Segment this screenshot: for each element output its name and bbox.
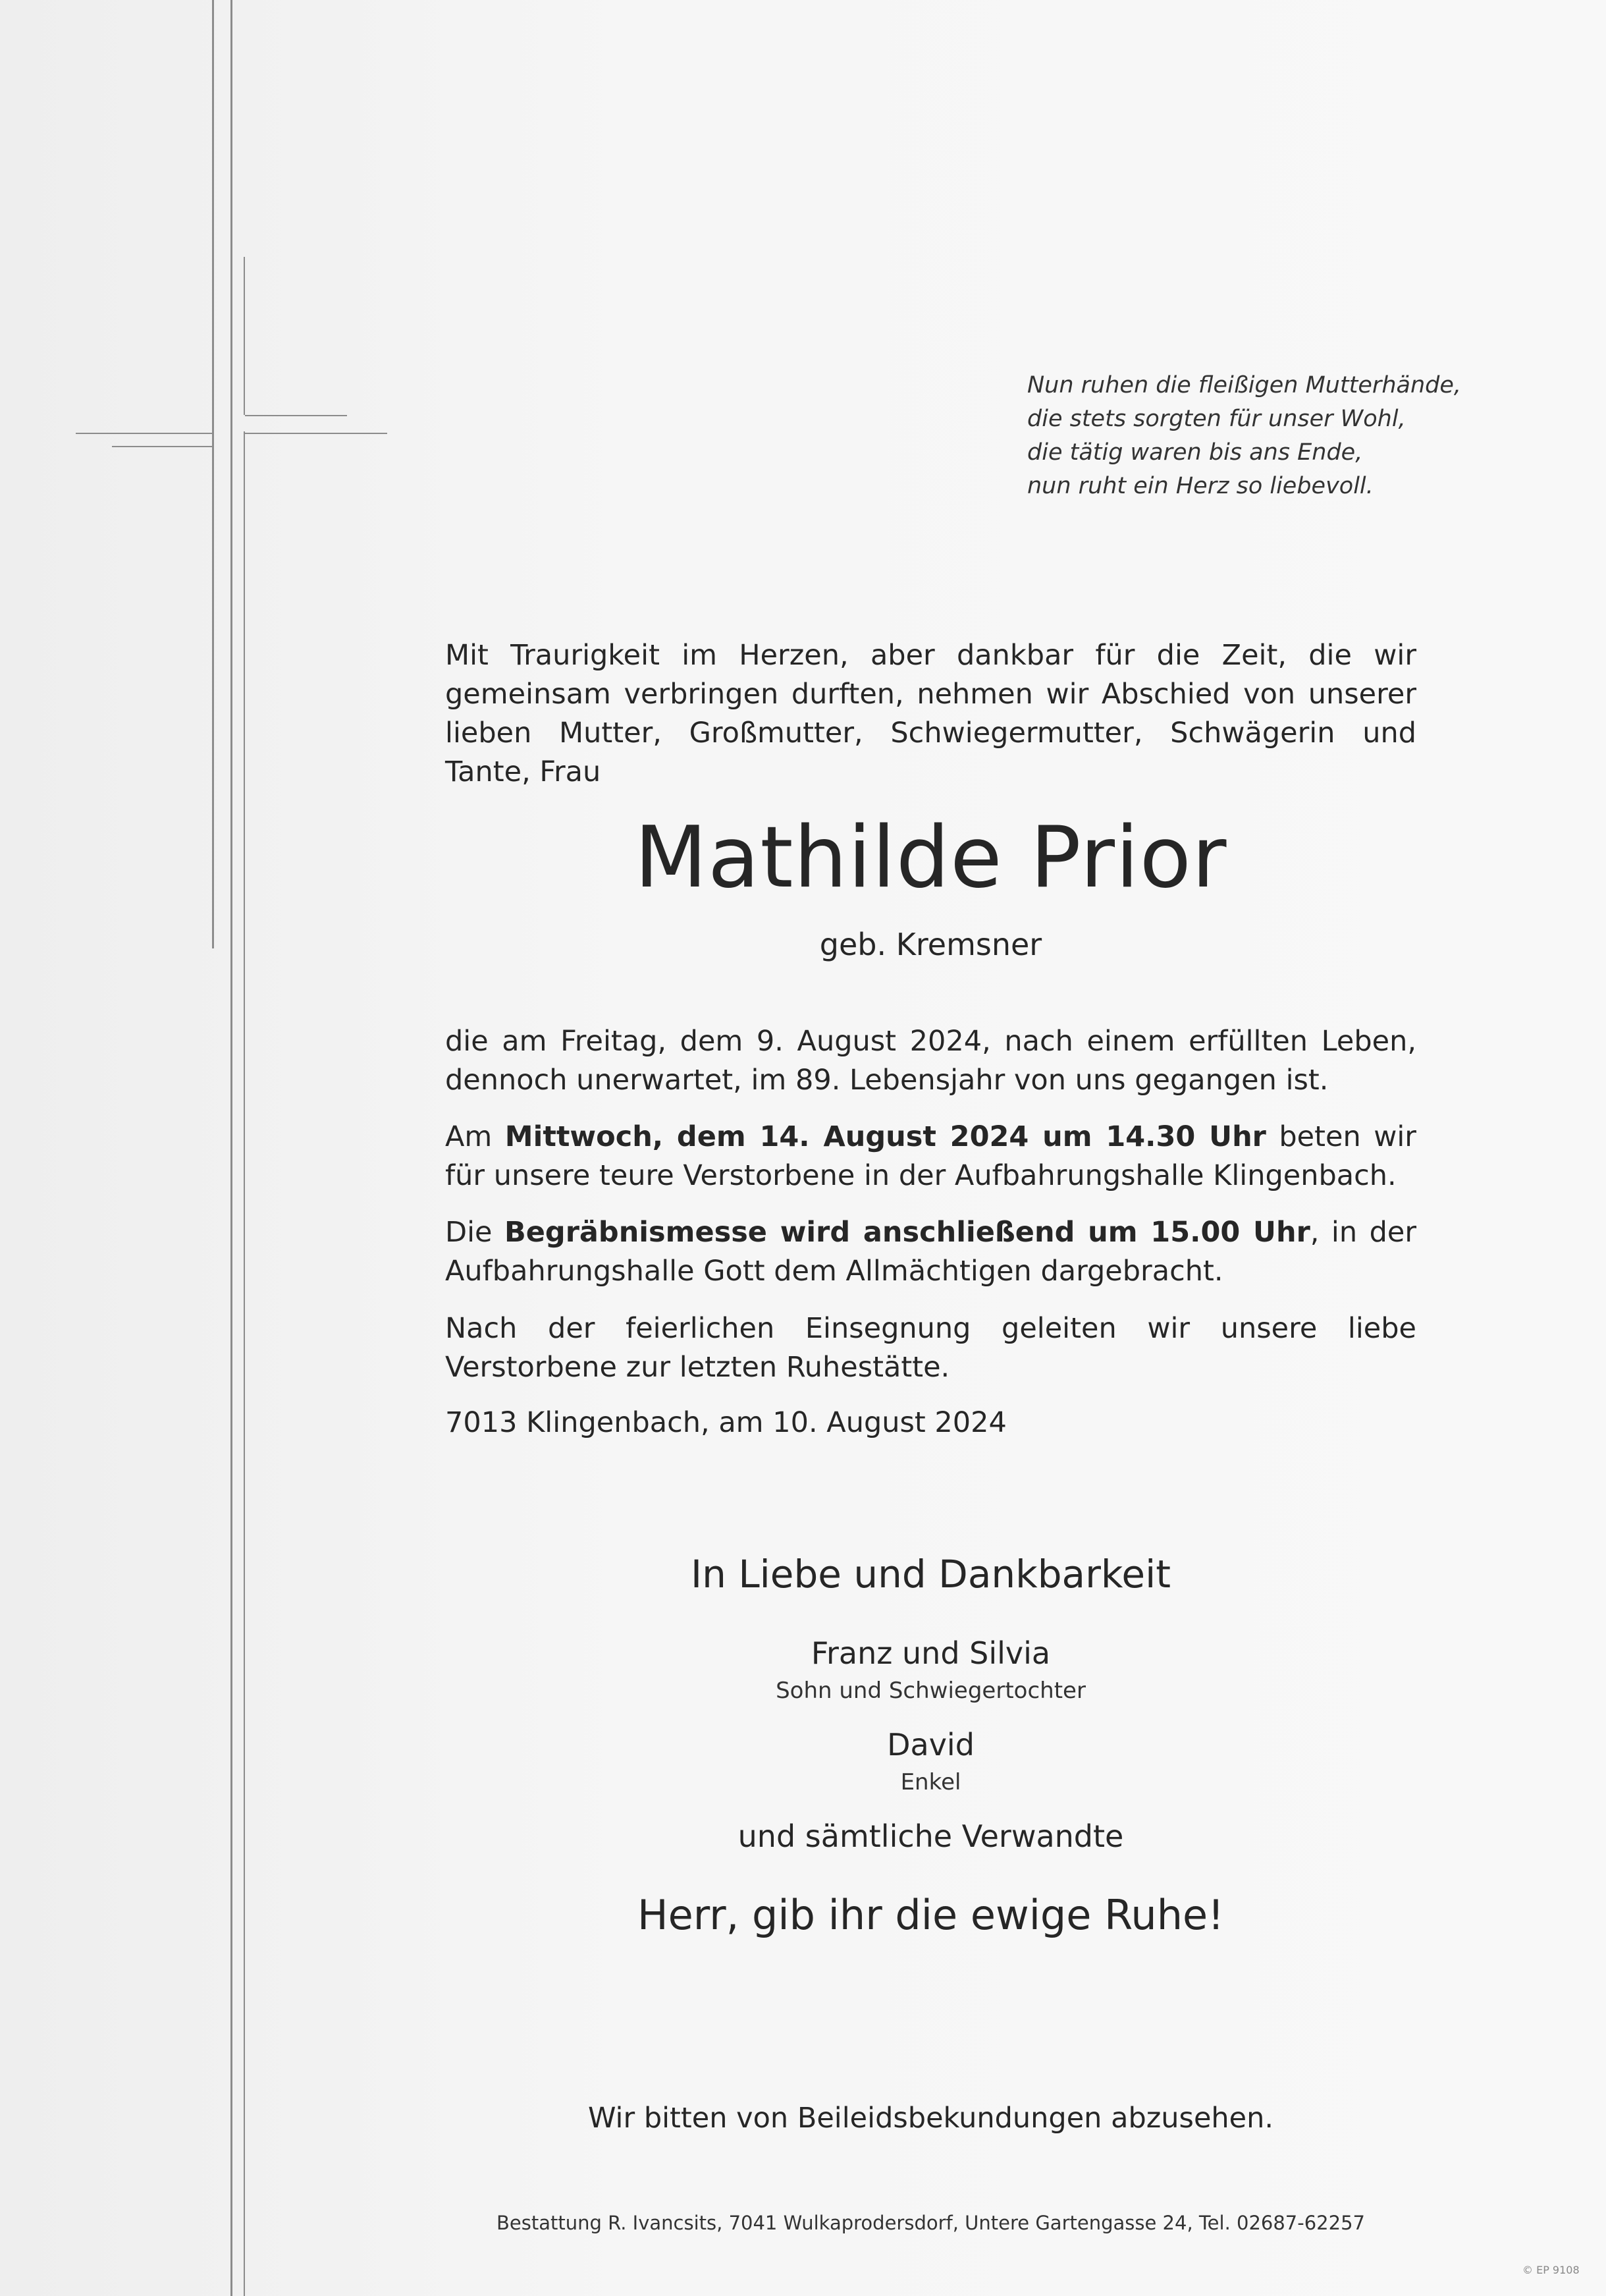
funeral-mass-text: , in der Aufbahrungshalle Gott dem Allmächtigen dargebracht. xyxy=(445,1216,1416,1288)
funeral-mass-paragraph xyxy=(445,1213,1416,1291)
prayer-service-text: Am xyxy=(445,1120,505,1153)
prayer-service-time: Mittwoch, dem 14. August 2024 um 14.30 Uhr xyxy=(504,1120,1266,1153)
poem-line: nun ruht ein Herz so liebevoll. xyxy=(1027,473,1374,499)
closing-phrase: In Liebe und Dankbarkeit xyxy=(691,1552,1171,1597)
place-date: 7013 Klingenbach, am 10. August 2024 xyxy=(445,1406,1007,1439)
funeral-mass-text: Die xyxy=(445,1216,504,1249)
funeral-home-footer: Bestattung R. Ivancsits, 7041 Wulkaprodersdorf, Untere Gartengasse 24, Tel. 02687-62257 xyxy=(496,2212,1365,2234)
maiden-name: geb. Kremsner xyxy=(819,927,1042,962)
mourner-relation: Sohn und Schwiegertochter xyxy=(776,1678,1086,1704)
intro-paragraph: Mit Traurigkeit im Herzen, aber dankbar für die Zeit, die wir gemeinsam verbringen durften, nehmen wir Abschied von unserer lieben Mutter, Großmutter, Schwiegermutter, Schwägerin und Tante, Frau xyxy=(445,639,1416,788)
relatives-line: und sämtliche Verwandte xyxy=(737,1818,1124,1854)
poem-line: die stets sorgten für unser Wohl, xyxy=(1027,406,1406,432)
poem xyxy=(1027,369,1488,503)
poem-line: die tätig waren bis ans Ende, xyxy=(1027,439,1363,466)
deceased-name: Mathilde Prior xyxy=(634,809,1227,907)
funeral-mass-time: Begräbnismesse wird anschließend um 15.00 Uhr xyxy=(504,1216,1310,1249)
mourner-relation: Enkel xyxy=(900,1769,961,1795)
closing-prayer: Herr, gib ihr die ewige Ruhe! xyxy=(637,1891,1225,1939)
burial-paragraph: Nach der feierlichen Einsegnung geleiten wir unsere liebe Verstorbene zur letzten Ruhestätte. xyxy=(445,1312,1416,1384)
mourner-name: David xyxy=(887,1727,975,1763)
mourner-name: Franz und Silvia xyxy=(811,1635,1051,1671)
death-notice: die am Freitag, dem 9. August 2024, nach einem erfüllten Leben, dennoch unerwartet, im 89. Lebensjahr von uns gegangen ist. xyxy=(445,1025,1416,1097)
poem-line: Nun ruhen die fleißigen Mutterhände, xyxy=(1027,372,1462,398)
prayer-service-paragraph xyxy=(445,1118,1416,1195)
print-code: © EP 9108 xyxy=(1522,2264,1580,2276)
condolence-request: Wir bitten von Beileidsbekundungen abzusehen. xyxy=(587,2102,1274,2135)
prayer-service-text: beten wir für unsere teure Verstorbene in der Aufbahrungshalle Klingenbach. xyxy=(445,1120,1416,1192)
